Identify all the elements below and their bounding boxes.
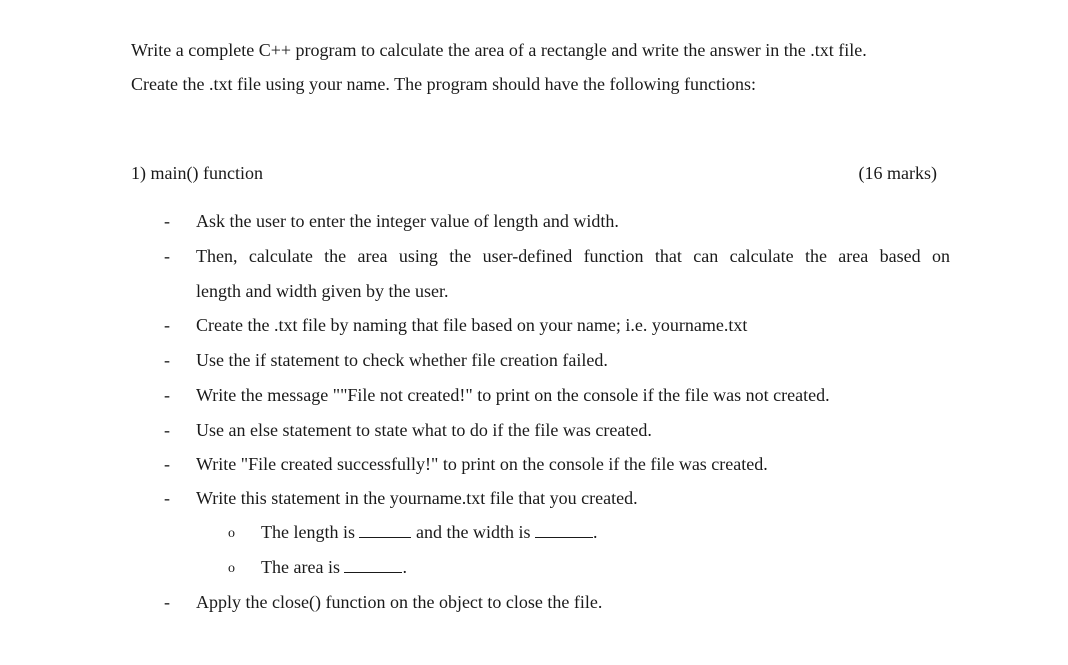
bullet-item-continuation: length and width given by the user. — [196, 281, 449, 301]
bullet-item: Write this statement in the yourname.txt file that you created. — [196, 488, 638, 508]
sub-item-area — [261, 557, 407, 578]
bullet-marker: - — [164, 488, 170, 508]
sub-item-length-prefix: The length is — [261, 522, 360, 542]
bullet-item: Write "File created successfully!" to print on the console if the file was created. — [196, 454, 768, 474]
bullet-marker: - — [164, 246, 170, 266]
sub-bullet-marker: o — [228, 561, 235, 576]
bullet-item: Use an else statement to state what to do if the file was created. — [196, 420, 652, 440]
bullet-marker: - — [164, 420, 170, 440]
bullet-marker: - — [164, 350, 170, 370]
bullet-item: Ask the user to enter the integer value of length and width. — [196, 211, 619, 231]
intro-line-2: Create the .txt file using your name. The program should have the following functions: — [131, 74, 757, 94]
bullet-item: Use the if statement to check whether file creation failed. — [196, 350, 608, 370]
width-blank — [535, 523, 593, 538]
intro-line-1: Write a complete C++ program to calculate the area of a rectangle and write the answer in the .txt file. — [131, 40, 867, 60]
sub-item-width-prefix: and the width is — [411, 522, 535, 542]
section-title: 1) main() function — [131, 163, 263, 183]
bullet-marker: - — [164, 385, 170, 405]
bullet-marker: - — [164, 211, 170, 231]
section-heading — [131, 163, 937, 187]
bullet-item: Write the message ""File not created!" to print on the console if the file was not created. — [196, 385, 830, 405]
bullet-item: Create the .txt file by naming that file based on your name; i.e. yourname.txt — [196, 315, 748, 335]
sub-item-period: . — [402, 557, 407, 577]
sub-item-length-width — [261, 522, 597, 543]
length-blank — [359, 523, 411, 538]
sub-bullet-marker: o — [228, 526, 235, 541]
sub-item-period: . — [592, 522, 598, 542]
bullet-marker: - — [164, 454, 170, 474]
bullet-marker: - — [164, 592, 170, 612]
bullet-item: Apply the close() function on the object to close the file. — [196, 592, 603, 612]
bullet-item: Then, calculate the area using the user-defined function that can calculate the area based on — [196, 246, 950, 266]
bullet-marker: - — [164, 315, 170, 335]
sub-item-area-prefix: The area is — [261, 557, 345, 577]
section-marks: (16 marks) — [858, 163, 937, 183]
area-blank — [344, 558, 402, 573]
